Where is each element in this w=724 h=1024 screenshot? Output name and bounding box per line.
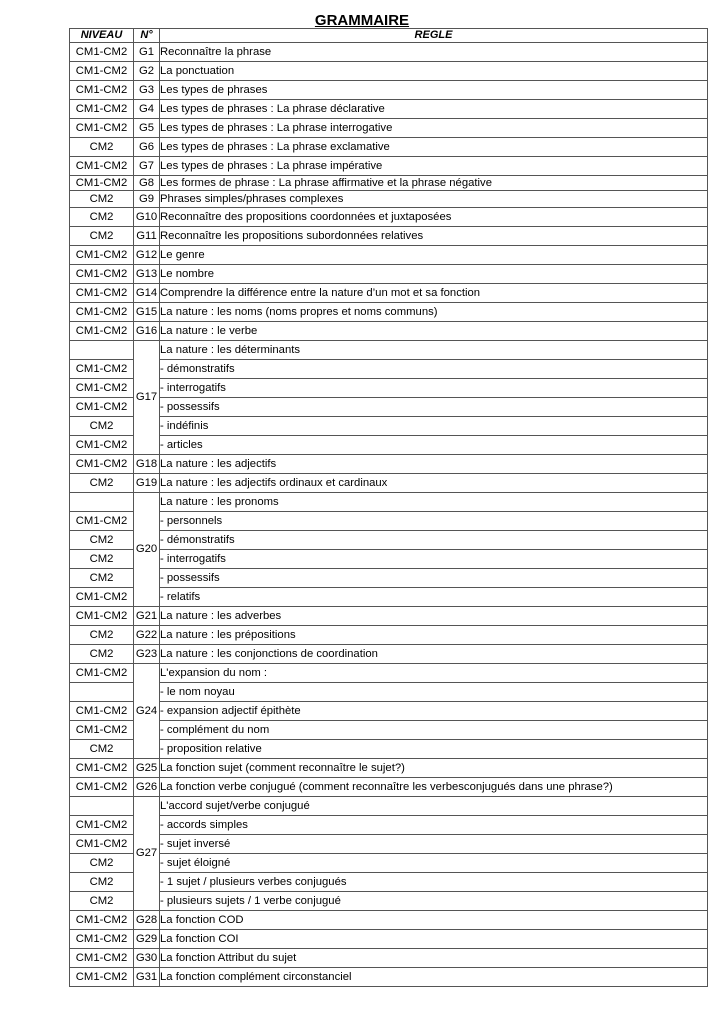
table-row [70, 417, 708, 436]
rule-subitem: - sujet inversé [160, 835, 708, 854]
level-cell: CM1-CM2 [70, 322, 134, 341]
level-cell: CM2 [70, 191, 134, 208]
page-title: GRAMMAIRE [314, 12, 410, 29]
number-cell: G6 [134, 138, 160, 157]
table-row [70, 379, 708, 398]
level-cell: CM1-CM2 [70, 379, 134, 398]
number-cell: G16 [134, 322, 160, 341]
number-cell: G30 [134, 949, 160, 968]
rule-subitem: - indéfinis [160, 417, 708, 436]
table-row [70, 303, 708, 322]
level-cell: CM1-CM2 [70, 119, 134, 138]
level-cell: CM1-CM2 [70, 176, 134, 191]
table-row [70, 683, 708, 702]
number-cell: G9 [134, 191, 160, 208]
rule-subitem: - 1 sujet / plusieurs verbes conjugués [160, 873, 708, 892]
table-row [70, 930, 708, 949]
rule-cell: Les types de phrases [160, 81, 708, 100]
number-cell: G26 [134, 778, 160, 797]
table-row [70, 341, 708, 360]
table-row [70, 854, 708, 873]
table-row [70, 474, 708, 493]
rule-cell: La fonction verbe conjugué (comment reconnaître les verbesconjugués dans une phrase?) [160, 778, 708, 797]
table-row [70, 740, 708, 759]
rule-cell: La fonction COI [160, 930, 708, 949]
level-cell: CM2 [70, 740, 134, 759]
rule-cell: La ponctuation [160, 62, 708, 81]
rule-subitem: - possessifs [160, 569, 708, 588]
rule-subitem: - démonstratifs [160, 531, 708, 550]
rule-cell: La nature : les adjectifs [160, 455, 708, 474]
table-row [70, 816, 708, 835]
number-cell: G23 [134, 645, 160, 664]
table-row [70, 398, 708, 417]
rule-cell: La nature : les conjonctions de coordination [160, 645, 708, 664]
level-cell: CM1-CM2 [70, 588, 134, 607]
table-row [70, 759, 708, 778]
level-cell: CM2 [70, 550, 134, 569]
number-cell: G2 [134, 62, 160, 81]
number-cell: G19 [134, 474, 160, 493]
table-row [70, 208, 708, 227]
rule-cell: La nature : les adverbes [160, 607, 708, 626]
table-row [70, 455, 708, 474]
rule-cell: Les types de phrases : La phrase exclamative [160, 138, 708, 157]
table-row [70, 191, 708, 208]
table-row [70, 176, 708, 191]
rule-cell: Les formes de phrase : La phrase affirmative et la phrase négative [160, 176, 708, 191]
table-row [70, 797, 708, 816]
number-cell: G31 [134, 968, 160, 987]
level-cell: CM1-CM2 [70, 157, 134, 176]
level-cell: CM2 [70, 417, 134, 436]
rule-cell: Reconnaître des propositions coordonnées et juxtaposées [160, 208, 708, 227]
number-cell: G1 [134, 43, 160, 62]
number-cell: G12 [134, 246, 160, 265]
rule-cell: La fonction Attribut du sujet [160, 949, 708, 968]
rule-subitem: - plusieurs sujets / 1 verbe conjugué [160, 892, 708, 911]
rule-subitem: - articles [160, 436, 708, 455]
rule-subitem: - possessifs [160, 398, 708, 417]
table-row [70, 360, 708, 379]
rule-cell: Le nombre [160, 265, 708, 284]
level-cell: CM2 [70, 854, 134, 873]
level-cell: CM2 [70, 531, 134, 550]
table-row [70, 949, 708, 968]
number-cell: G18 [134, 455, 160, 474]
table-row [70, 512, 708, 531]
level-cell [70, 683, 134, 702]
level-cell: CM1-CM2 [70, 303, 134, 322]
level-cell: CM1-CM2 [70, 100, 134, 119]
level-cell: CM1-CM2 [70, 664, 134, 683]
level-cell: CM1-CM2 [70, 835, 134, 854]
rule-cell: Les types de phrases : La phrase interrogative [160, 119, 708, 138]
rule-cell: Reconnaître les propositions subordonnées relatives [160, 227, 708, 246]
rule-subitem: - proposition relative [160, 740, 708, 759]
number-cell: G21 [134, 607, 160, 626]
number-cell: G8 [134, 176, 160, 191]
number-cell: G17 [134, 341, 160, 455]
level-cell: CM1-CM2 [70, 360, 134, 379]
rule-cell: Comprendre la différence entre la nature d’un mot et sa fonction [160, 284, 708, 303]
header-rule: REGLE [160, 29, 708, 43]
rule-subitem: - le nom noyau [160, 683, 708, 702]
level-cell: CM2 [70, 474, 134, 493]
table-row [70, 835, 708, 854]
rule-cell: La nature : les adjectifs ordinaux et cardinaux [160, 474, 708, 493]
grammar-table [69, 28, 708, 987]
rule-cell: La nature : les déterminants [160, 341, 708, 360]
rule-cell: La fonction sujet (comment reconnaître le sujet?) [160, 759, 708, 778]
rule-cell: Les types de phrases : La phrase impérative [160, 157, 708, 176]
table-row [70, 322, 708, 341]
level-cell: CM2 [70, 873, 134, 892]
rule-subitem: - complément du nom [160, 721, 708, 740]
level-cell: CM2 [70, 569, 134, 588]
level-cell: CM1-CM2 [70, 911, 134, 930]
level-cell: CM1-CM2 [70, 265, 134, 284]
number-cell: G27 [134, 797, 160, 911]
rule-cell: L'expansion du nom : [160, 664, 708, 683]
level-cell: CM1-CM2 [70, 968, 134, 987]
table-row [70, 531, 708, 550]
table-row [70, 138, 708, 157]
table-header-row [70, 29, 708, 43]
level-cell: CM1-CM2 [70, 62, 134, 81]
table-row [70, 721, 708, 740]
table-row [70, 43, 708, 62]
level-cell: CM1-CM2 [70, 398, 134, 417]
number-cell: G20 [134, 493, 160, 607]
level-cell: CM2 [70, 892, 134, 911]
number-cell: G7 [134, 157, 160, 176]
level-cell: CM2 [70, 227, 134, 246]
table-row [70, 607, 708, 626]
table-row [70, 100, 708, 119]
level-cell: CM1-CM2 [70, 949, 134, 968]
level-cell: CM1-CM2 [70, 81, 134, 100]
table-row [70, 81, 708, 100]
table-row [70, 569, 708, 588]
table-row [70, 778, 708, 797]
table-row [70, 493, 708, 512]
level-cell: CM1-CM2 [70, 759, 134, 778]
rule-cell: La nature : le verbe [160, 322, 708, 341]
table-row [70, 873, 708, 892]
level-cell [70, 797, 134, 816]
level-cell: CM1-CM2 [70, 284, 134, 303]
table-row [70, 911, 708, 930]
table-row [70, 550, 708, 569]
rule-subitem: - interrogatifs [160, 379, 708, 398]
number-cell: G13 [134, 265, 160, 284]
level-cell: CM2 [70, 645, 134, 664]
level-cell: CM1-CM2 [70, 930, 134, 949]
table-row [70, 157, 708, 176]
header-number: N° [134, 29, 160, 43]
number-cell: G10 [134, 208, 160, 227]
table-row [70, 702, 708, 721]
level-cell: CM1-CM2 [70, 778, 134, 797]
rule-cell: La fonction COD [160, 911, 708, 930]
rule-subitem: - démonstratifs [160, 360, 708, 379]
level-cell: CM2 [70, 138, 134, 157]
header-level: NIVEAU [70, 29, 134, 43]
level-cell: CM2 [70, 208, 134, 227]
number-cell: G24 [134, 664, 160, 759]
level-cell: CM1-CM2 [70, 436, 134, 455]
number-cell: G22 [134, 626, 160, 645]
table-row [70, 436, 708, 455]
number-cell: G25 [134, 759, 160, 778]
rule-cell: La fonction complément circonstanciel [160, 968, 708, 987]
level-cell [70, 341, 134, 360]
rule-subitem: - accords simples [160, 816, 708, 835]
table-row [70, 645, 708, 664]
table-row [70, 246, 708, 265]
number-cell: G28 [134, 911, 160, 930]
rule-cell: L'accord sujet/verbe conjugué [160, 797, 708, 816]
number-cell: G3 [134, 81, 160, 100]
level-cell: CM1-CM2 [70, 512, 134, 531]
level-cell: CM1-CM2 [70, 455, 134, 474]
level-cell: CM2 [70, 626, 134, 645]
table-row [70, 968, 708, 987]
rule-cell: Le genre [160, 246, 708, 265]
number-cell: G4 [134, 100, 160, 119]
number-cell: G15 [134, 303, 160, 322]
rule-subitem: - expansion adjectif épithète [160, 702, 708, 721]
rule-cell: La nature : les pronoms [160, 493, 708, 512]
rule-cell: Reconnaître la phrase [160, 43, 708, 62]
table-row [70, 265, 708, 284]
table-row [70, 284, 708, 303]
table-row [70, 664, 708, 683]
level-cell: CM1-CM2 [70, 246, 134, 265]
table-row [70, 892, 708, 911]
level-cell: CM1-CM2 [70, 702, 134, 721]
level-cell: CM1-CM2 [70, 607, 134, 626]
rule-subitem: - interrogatifs [160, 550, 708, 569]
rule-cell: La nature : les noms (noms propres et noms communs) [160, 303, 708, 322]
number-cell: G11 [134, 227, 160, 246]
table-row [70, 62, 708, 81]
number-cell: G5 [134, 119, 160, 138]
table-row [70, 626, 708, 645]
table-row [70, 119, 708, 138]
rule-subitem: - personnels [160, 512, 708, 531]
level-cell: CM1-CM2 [70, 816, 134, 835]
table-row [70, 227, 708, 246]
level-cell: CM1-CM2 [70, 43, 134, 62]
number-cell: G29 [134, 930, 160, 949]
level-cell [70, 493, 134, 512]
rule-cell: Les types de phrases : La phrase déclarative [160, 100, 708, 119]
table-row [70, 588, 708, 607]
number-cell: G14 [134, 284, 160, 303]
rule-cell: Phrases simples/phrases complexes [160, 191, 708, 208]
rule-subitem: - relatifs [160, 588, 708, 607]
rule-cell: La nature : les prépositions [160, 626, 708, 645]
level-cell: CM1-CM2 [70, 721, 134, 740]
rule-subitem: - sujet éloigné [160, 854, 708, 873]
